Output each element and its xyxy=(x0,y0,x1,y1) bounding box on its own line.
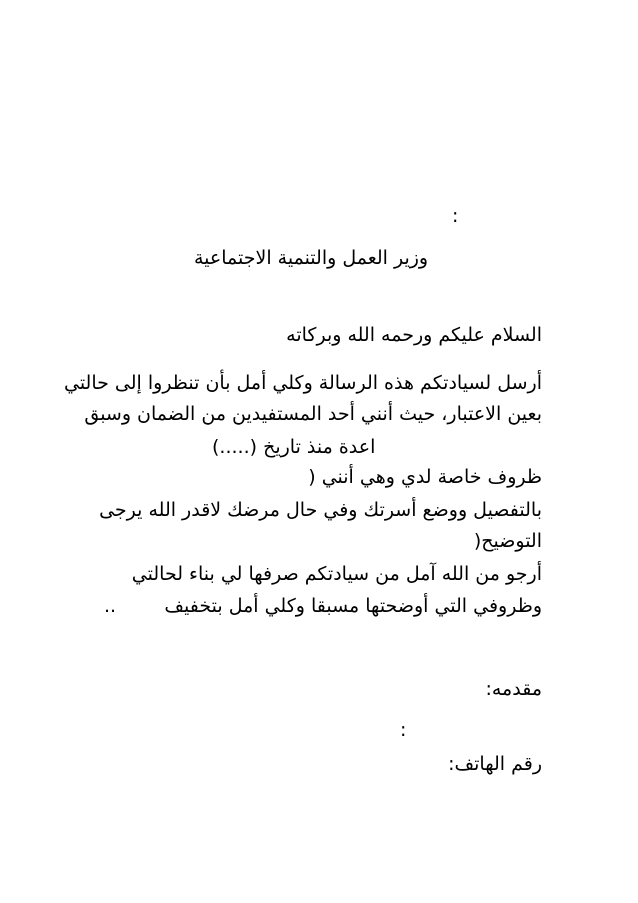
body-line-6: التوضيح( xyxy=(473,530,542,552)
trailing-dots: .. xyxy=(104,595,117,617)
applicant-label: مقدمه: xyxy=(485,678,542,700)
body-line-5: بالتفصيل ووضع أسرتك وفي حال مرضك لاقدر الله يرجى xyxy=(99,499,542,521)
top-colon: : xyxy=(452,205,459,227)
phone-label: رقم الهاتف: xyxy=(448,753,542,775)
mid-colon: : xyxy=(400,719,407,741)
body-line-3: اعدة منذ تاريخ (.....) xyxy=(212,436,376,458)
addressee-title: وزير العمل والتنمية الاجتماعية xyxy=(194,247,429,269)
body-line-1: أرسل لسيادتكم هذه الرسالة وكلي أمل بأن تنظروا إلى حالتي xyxy=(63,372,542,394)
body-line-8: وظروفي التي أوضحتها مسبقا وكلي أمل بتخفيف xyxy=(164,595,542,617)
body-line-4: ظروف خاصة لدي وهي أنني ( xyxy=(308,466,542,488)
body-line-7: أرجو من الله آمل من سيادتكم صرفها لي بناء لحالتي xyxy=(131,563,542,585)
body-line-2: بعين الاعتبار، حيث أنني أحد المستفيدين من الضمان وسبق xyxy=(84,403,542,425)
greeting-line: السلام عليكم ورحمه الله وبركاته xyxy=(286,324,542,346)
